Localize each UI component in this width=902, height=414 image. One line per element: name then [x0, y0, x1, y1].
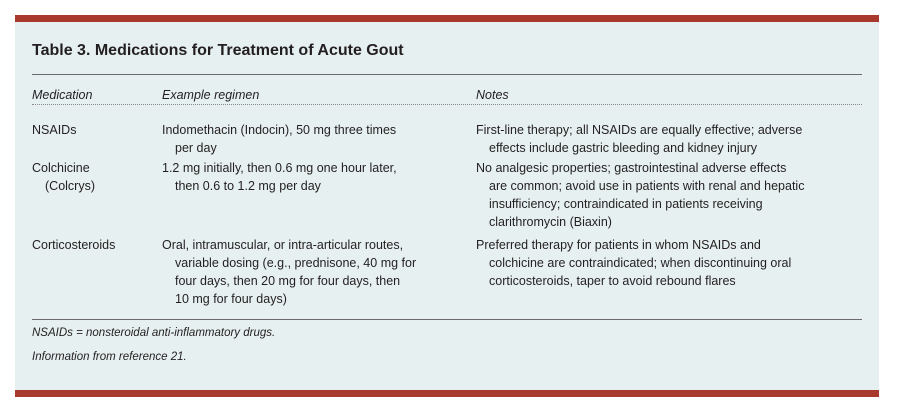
row-1-regimen: Indomethacin (Indocin), 50 mg three times per day	[162, 123, 397, 155]
row-2-regimen: 1.2 mg initially, then 0.6 mg one hour later, then 0.6 to 1.2 mg per day	[162, 161, 397, 193]
header-regimen: Example regimen	[162, 88, 260, 102]
row-3-notes: Preferred therapy for patients in whom NSAIDs and colchicine are contraindicated; when discontinuing oral corticosteroids, taper to avoid rebound flares	[476, 238, 792, 288]
table-title: Table 3. Medications for Treatment of Acute Gout	[32, 42, 404, 59]
row-2-medication: Colchicine (Colcrys)	[32, 161, 95, 193]
row-3-regimen: Oral, intramuscular, or intra-articular routes, variable dosing (e.g., prednisone, 40 mg for four days, then 20 mg for four days, then 10 mg for four days)	[162, 238, 417, 306]
table-panel	[15, 15, 879, 397]
footnote-abbreviation: NSAIDs = nonsteroidal anti-inflammatory drugs.	[32, 327, 276, 339]
row-1-notes: First-line therapy; all NSAIDs are equally effective; adverse effects include gastric bleeding and kidney injury	[476, 123, 803, 155]
footnote-source: Information from reference 21.	[32, 351, 187, 363]
title-divider	[32, 74, 862, 75]
header-notes: Notes	[476, 88, 509, 102]
footer-divider	[32, 319, 862, 320]
header-medication: Medication	[32, 88, 93, 102]
header-divider	[32, 104, 862, 105]
row-3-medication: Corticosteroids	[32, 238, 116, 252]
row-1-medication: NSAIDs	[32, 123, 77, 137]
row-2-notes: No analgesic properties; gastrointestinal adverse effects are common; avoid use in patients with renal and hepatic insufficiency; contraindicated in patients receiving clarithromycin (Biaxin)	[476, 161, 805, 229]
